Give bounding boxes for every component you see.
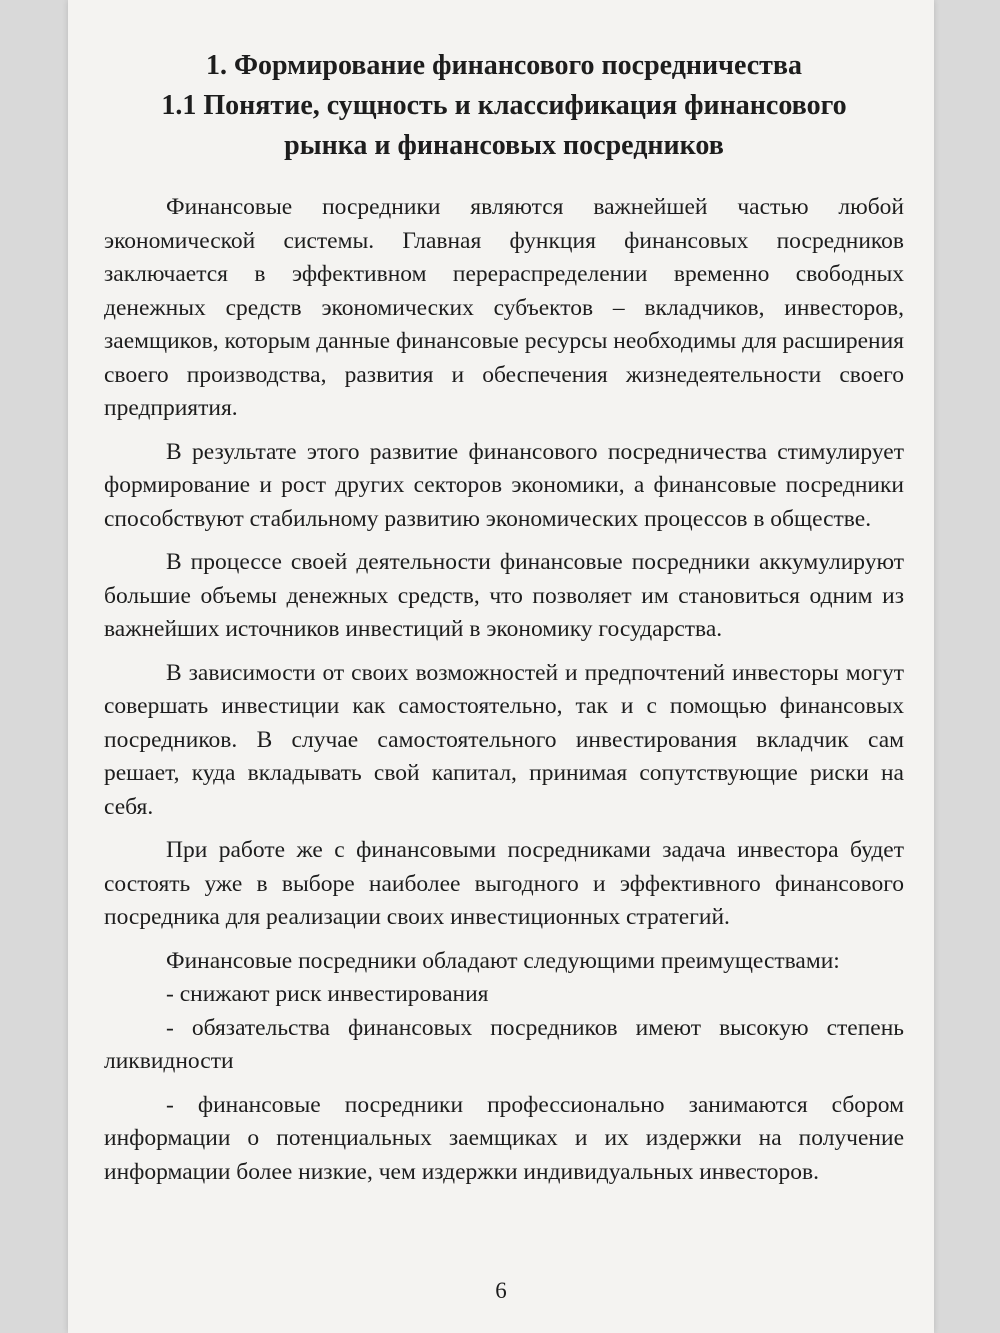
chapter-heading <box>104 46 904 166</box>
paragraph-3: В процессе своей деятельности финансовые посредники аккумулируют большие объемы денежных средств, что позволяет им становиться одним из важнейших источников инвестиций в экономику государства. <box>104 549 904 642</box>
paragraph-5: При работе же с финансовыми посредниками задача инвестора будет состоять уже в выборе наиболее выгодного и эффективного финансового посредника для реализации своих инвестиционных стратегий. <box>104 837 904 930</box>
paragraph-6: Финансовые посредники обладают следующими преимуществами: <box>166 947 840 974</box>
list-item: - финансовые посредники профессионально занимаются сбором информации о потенциальных заемщиках и их издержки на получение информации более низкие, чем издержки индивидуальных инвесторов. <box>104 1091 904 1185</box>
paragraph-4: В зависимости от своих возможностей и предпочтений инвесторы могут совершать инвестиции как самостоятельно, так и с помощью финансовых посредников. В случае самостоятельного инвестирования вкладчик сам решает, куда вкладывать свой капитал, принимая сопутствующие риски на себя. <box>104 659 904 820</box>
page-number: 6 <box>495 1278 507 1303</box>
list-item: - снижают риск инвестирования <box>166 981 489 1007</box>
list-item: - обязательства финансовых посредников имеют высокую степень ликвидности <box>104 1014 904 1074</box>
paragraph-2: В результате этого развитие финансового посредничества стимулирует формирование и рост других секторов экономики, а финансовые посредники способствуют стабильному развитию экономических процессов в обществе. <box>104 438 904 532</box>
paragraph-1: Финансовые посредники являются важнейшей частью любой экономической системы. Главная функция финансовых посредников заключается в эффективном перераспределении временно свободных денежных средств экономических субъектов – вкладчиков, инвесторов, заемщиков, которым данные финансовые ресурсы необходимы для расширения своего производства, развития и обеспечения жизнедеятельности своего предприятия. <box>104 194 904 421</box>
section-title-line-1: 1.1 Понятие, сущность и классификация финансового <box>161 90 847 121</box>
page-content <box>104 46 904 1189</box>
book-page <box>68 0 934 1333</box>
chapter-title: 1. Формирование финансового посредничества <box>205 50 803 81</box>
section-title-line-2: рынка и финансовых посредников <box>284 130 724 161</box>
